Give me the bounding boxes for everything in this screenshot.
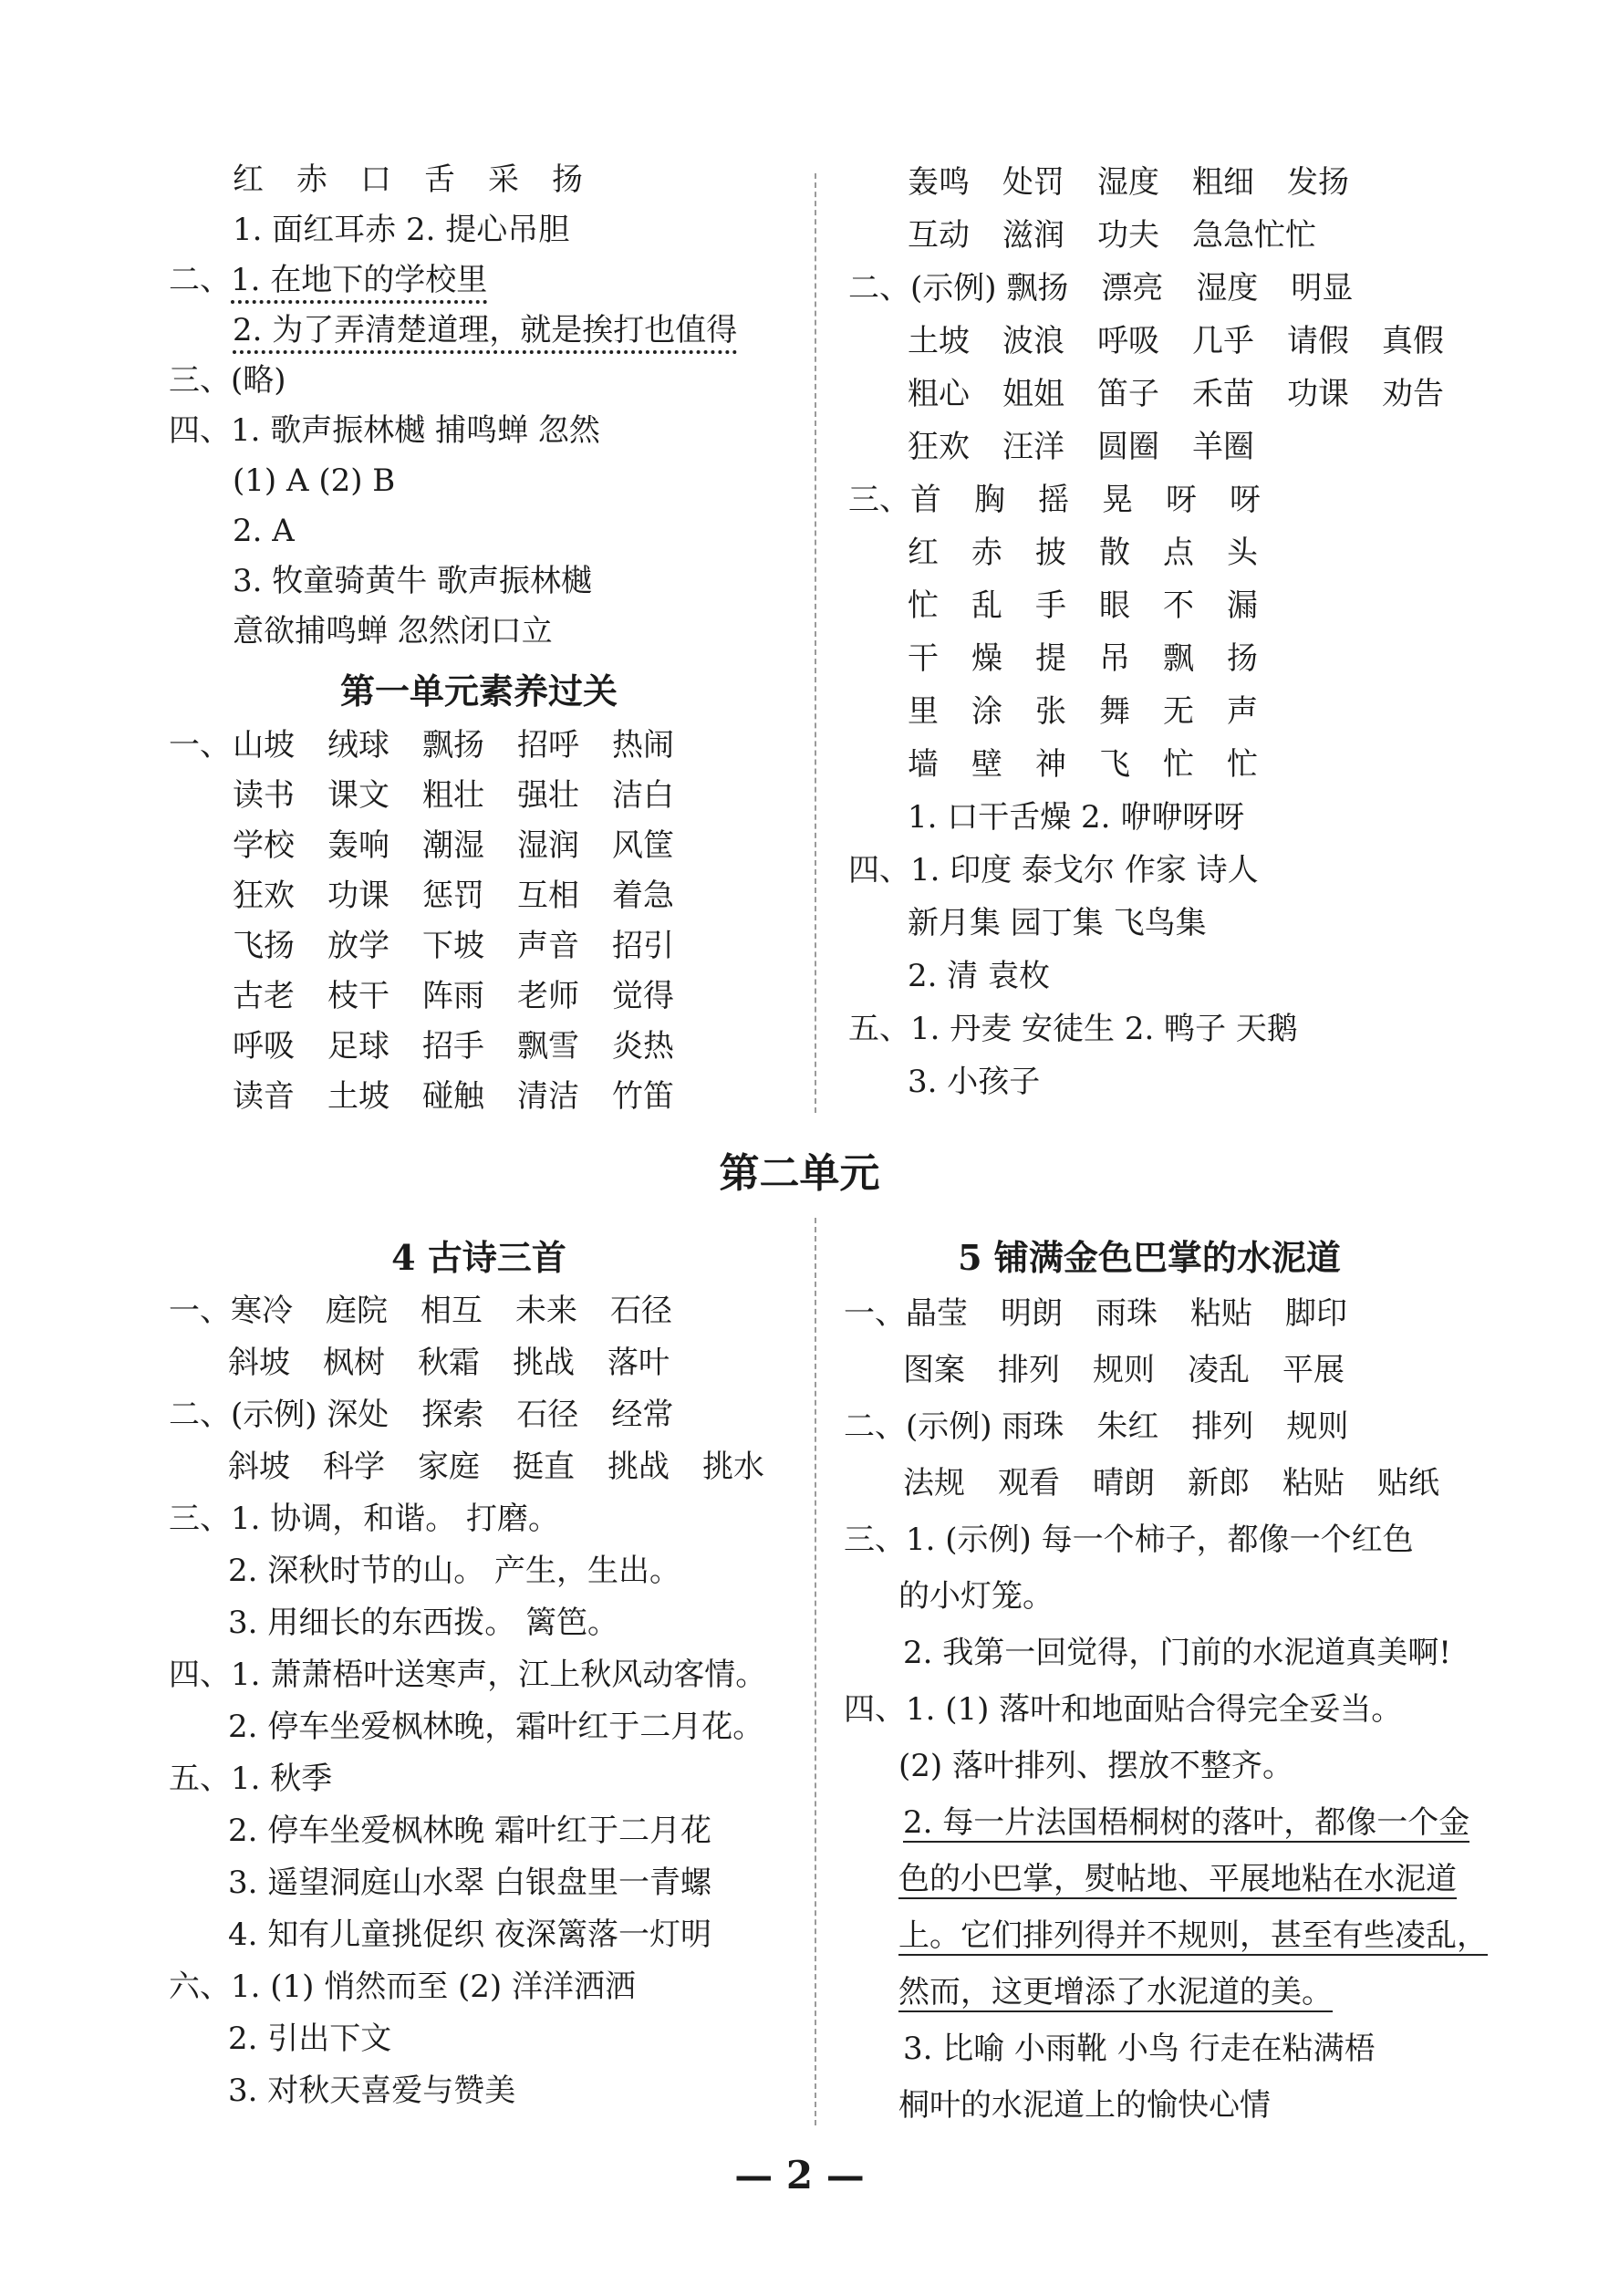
word-row: 二、(示例) 雨珠 朱红 排列 规则 (844, 1408, 1349, 1445)
answer-line: 1. 面红耳赤 2. 提心吊胆 (233, 212, 570, 248)
answer-line: 3. 对秋天喜爱与赞美 (228, 2073, 516, 2109)
word-row: 狂欢 汪洋 圆圈 羊圈 (908, 429, 1254, 465)
answer-line: 三、1. (示例) 每一个柿子，都像一个红色 (844, 1522, 1414, 1558)
answer-line: 3. 遥望洞庭山水翠 白银盘里一青螺 (228, 1865, 712, 1901)
question-label: 一、 (169, 1293, 231, 1329)
answer-line: 桐叶的水泥道上的愉快心情 (898, 2087, 1271, 2124)
word-row: 二、(示例) 飘扬 漂亮 湿度 明显 (848, 270, 1354, 306)
answer-line: 3. 牧童骑黄牛 歌声振林樾 (233, 563, 593, 599)
column-divider-top (815, 173, 816, 1113)
word-row: 斜坡 科学 家庭 挺直 挑战 挑水 (228, 1449, 764, 1485)
answer-line: 2. 停车坐爱枫林晚，霜叶红于二月花。 (228, 1709, 764, 1745)
answer-line: 二、1. 在地下的学校里 (169, 260, 487, 300)
question-label: 六、 (169, 1969, 231, 2005)
column-divider-bottom (815, 1218, 816, 2125)
section-heading: 第一单元素养过关 (339, 670, 618, 712)
word-row: 山坡 绒球 飘扬 招呼 热闹 (233, 727, 674, 764)
char-row: 红 赤 披 散 点 头 (908, 535, 1258, 571)
underlined-answer: 色的小巴掌，熨帖地、平展地粘在水泥道 (898, 1861, 1457, 1897)
answer-line: 2. 清 袁枚 (908, 958, 1051, 994)
underlined-answer: 然而，这更增添了水泥道的美。 (898, 1974, 1333, 2010)
answer-line: 4. 知有儿童挑促织 夜深篱落一灯明 (228, 1917, 712, 1953)
answer-line: 四、1. 萧萧梧叶送寒声，江上秋风动客情。 (169, 1657, 767, 1693)
answer-line: 意欲捕鸣蝉 忽然闭口立 (233, 613, 553, 649)
word-row: 狂欢 功课 惩罚 互相 着急 (233, 878, 674, 914)
question-label: 四、 (844, 1691, 906, 1728)
char-row: 干 燥 提 吊 飘 扬 (908, 640, 1258, 677)
word-row: 学校 轰响 潮湿 湿润 风筐 (233, 827, 674, 864)
word-row: 二、(示例) 深处 探索 石径 经常 (169, 1397, 674, 1433)
answer-line: 2. 我第一回觉得，门前的水泥道真美啊! (903, 1635, 1451, 1671)
answer-line: 2. 为了弄清楚道理，就是挨打也值得 (233, 310, 737, 350)
char-row: 忙 乱 手 眼 不 漏 (908, 587, 1258, 624)
word-row: 读音 土坡 碰触 清洁 竹笛 (233, 1078, 674, 1115)
underlined-answer: 上。它们排列得并不规则，甚至有些凌乱， (898, 1917, 1488, 1954)
answer-line: 2. 深秋时节的山。 产生，生出。 (228, 1553, 681, 1589)
word-row: 粗心 姐姐 笛子 禾苗 功课 劝告 (908, 376, 1444, 412)
answer-line: 三、(略) (169, 362, 286, 399)
word-row: 图案 排列 规则 凌乱 平展 (903, 1352, 1345, 1388)
word-row: 斜坡 枫树 秋霜 挑战 落叶 (228, 1345, 670, 1381)
underlined-answer: 2. 每一片法国梧桐树的落叶，都像一个金 (903, 1804, 1470, 1841)
answer-line: (1) A (2) B (233, 462, 396, 499)
word-row: 土坡 波浪 呼吸 几乎 请假 真假 (908, 323, 1444, 359)
answer-line: (2) 落叶排列、摆放不整齐。 (898, 1748, 1293, 1784)
char-row: 三、首 胸 摇 晃 呀 呀 (848, 482, 1261, 518)
lesson-title: 5 铺满金色巴掌的水泥道 (958, 1237, 1341, 1278)
answer-line: 四、1. 印度 泰戈尔 作家 诗人 (848, 852, 1259, 888)
question-label: 五、 (848, 1011, 910, 1047)
question-label: 二、 (169, 262, 231, 298)
answer-line: 的小灯笼。 (898, 1578, 1054, 1615)
answer-line: 四、1. (1) 落叶和地面贴合得完全妥当。 (844, 1691, 1403, 1728)
page-number: — 2 — (734, 2153, 865, 2197)
answer-line: 2. A (233, 513, 295, 549)
question-label: 一、 (169, 727, 231, 764)
answer-line: 六、1. (1) 悄然而至 (2) 洋洋洒洒 (169, 1969, 636, 2005)
question-label: 三、 (169, 362, 231, 399)
answer-line: 2. 引出下文 (228, 2021, 392, 2057)
word-row: 古老 枝干 阵雨 老师 觉得 (233, 978, 674, 1014)
answer-line: 四、1. 歌声振林樾 捕鸣蝉 忽然 (169, 412, 600, 449)
answer-line: 三、1. 协调，和谐。 打磨。 (169, 1501, 560, 1537)
question-label: 三、 (844, 1522, 906, 1558)
question-label: 二、 (844, 1408, 906, 1445)
answer-line: 3. 小孩子 (908, 1064, 1041, 1100)
question-label: 三、 (169, 1501, 231, 1537)
word-row: 互动 滋润 功夫 急急忙忙 (908, 217, 1316, 254)
answer-line: 1. 口干舌燥 2. 咿咿呀呀 (908, 799, 1245, 836)
char-row: 里 涂 张 舞 无 声 (908, 693, 1258, 730)
unit-title: 第二单元 (719, 1150, 880, 1197)
answer-line: 2. 停车坐爱枫林晚 霜叶红于二月花 (228, 1813, 712, 1849)
char-row: 墙 壁 神 飞 忙 忙 (908, 746, 1258, 783)
question-label: 二、 (848, 270, 910, 306)
question-label: 四、 (848, 852, 910, 888)
word-row: 一、寒冷 庭院 相互 未来 石径 (169, 1293, 672, 1329)
question-label: 二、 (169, 1397, 231, 1433)
lesson-title: 4 古诗三首 (391, 1237, 566, 1278)
answer-line: 五、1. 丹麦 安徒生 2. 鸭子 天鹅 (848, 1011, 1298, 1047)
answer-line: 3. 用细长的东西拨。 篱笆。 (228, 1605, 619, 1641)
word-row: 轰鸣 处罚 湿度 粗细 发扬 (908, 164, 1349, 201)
word-row: 法规 观看 晴朗 新郎 粘贴 贴纸 (903, 1465, 1439, 1501)
question-label: 四、 (169, 1657, 231, 1693)
answer-line: 红 赤 口 舌 采 扬 (233, 161, 583, 198)
word-row: 读书 课文 粗壮 强壮 洁白 (233, 777, 674, 814)
question-label: 一、 (844, 1295, 906, 1332)
question-label: 三、 (848, 482, 910, 518)
word-row: 呼吸 足球 招手 飘雪 炎热 (233, 1028, 674, 1065)
answer-line: 新月集 园丁集 飞鸟集 (908, 905, 1207, 941)
question-label: 五、 (169, 1761, 231, 1797)
word-row: 飞扬 放学 下坡 声音 招引 (233, 928, 674, 964)
answer-line: 五、1. 秋季 (169, 1761, 333, 1797)
question-label: 四、 (169, 412, 231, 449)
answer-line: 3. 比喻 小雨靴 小鸟 行走在粘满梧 (903, 2031, 1376, 2067)
word-row: 一、晶莹 明朗 雨珠 粘贴 脚印 (844, 1295, 1347, 1332)
